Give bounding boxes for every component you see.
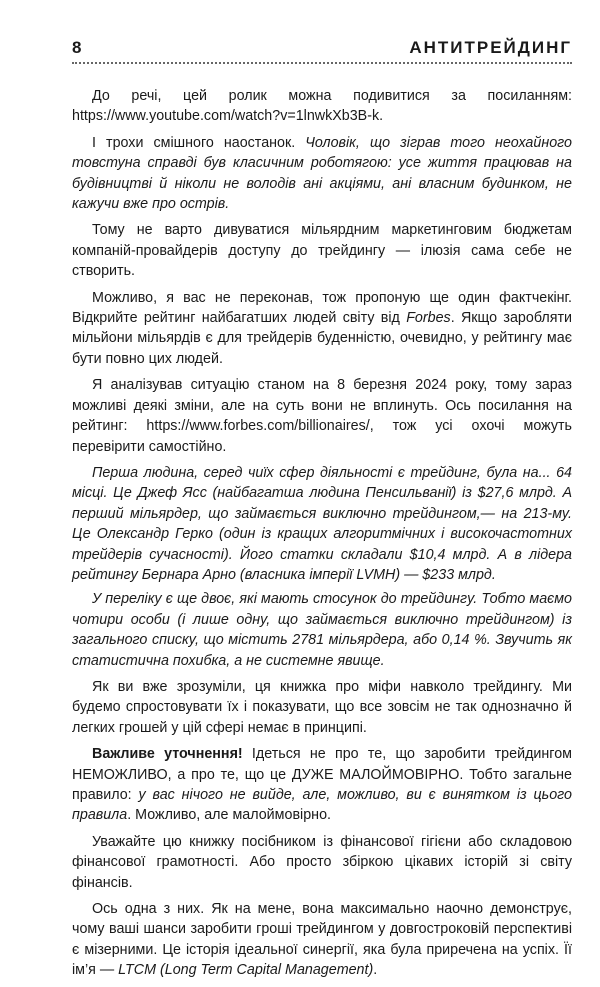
paragraph-funny-note [72,133,572,215]
paragraph-important-note [72,744,572,826]
rating-details-italic: Перша людина, серед чиїх сфер діяльності є трейдинг, була на... 64 місці. Це Джеф Ясс (найбагатша людина Пенсильванії) із $27,6 млрд. А перший мільярдер, що займається виключно трейдингом,— на 213-му. Це Олександр Герко (один із кращих алгоритмічних і високочастотних трейдерів сучасності). Його статки складали $10,4 млрд. А в лідера рейтингу Бернара Арно (власника імперії LVMH) — $233 млрд. [72,464,572,583]
factcheck-text-b: . Якщо заробляти мільйони мільярдів є для трейдерів буденністю, очевидно, у рейтингу має бути повно цих людей. [72,310,572,367]
ltcm-text-b: . [373,962,378,979]
paragraph-statistics [72,589,572,671]
paragraph-analysis-date: Я аналізував ситуацію станом на 8 березня 2024 року, тому зараз можливі деякі зміни, але на суть вони не вплинуть. Ось посилання на рейтинг: https://www.forbes.com/billionaires/, тож усі охочі можуть перевірити самостійно. [72,377,572,455]
paragraph-video-link: До речі, цей ролик можна подивитися за посиланням: https://www.youtube.com/watch?v=1lnwkXb3B-k. [72,88,572,125]
ltcm-text-a: Ось одна з них. Як на мене, вона максимально наочно демонструє, чому ваші шанси заробити гроші трейдингом у довгостроковій перспективі є мізерними. Це історія ідеальної синергії, яка була приречена на успіх. Її ім’я — [72,901,572,979]
important-note-label: Важливе уточнення! [92,746,243,763]
funny-note-lead: І трохи смішного наостанок. [92,134,306,151]
page-body [72,86,572,987]
paragraph-financial-hygiene: Уважайте цю книжку посібником із фінансової гігієни або складовою фінансової грамотності. Або просто збіркою цікавих історій зі світу фінансів. [72,833,572,891]
paragraph-factcheck [72,288,572,370]
running-title: АНТИТРЕЙДИНГ [409,38,572,57]
statistics-italic: У переліку є ще двоє, які мають стосунок до трейдингу. Тобто маємо чотири особи (і лише одну, що займається виключно трейдингом) із загального списку, що містить 2781 мільярдера, або 0,14 %. Звучить як статистична похибка, а не системне явище. [72,591,572,669]
paragraph-ltcm-intro [72,899,572,981]
paragraph-myths: Як ви вже зрозуміли, ця книжка про міфи навколо трейдингу. Ми будемо спростовувати їх і показувати, що все зовсім не так однозначно й легких грошей у цій сфері немає в принципі. [72,678,572,736]
header-divider [72,62,572,64]
page-number: 8 [72,38,82,57]
important-note-text-b: . Можливо, але малоймовірно. [127,807,331,824]
factcheck-text-a: Можливо, я вас не переконав, тож пропоную ще один фактчекінг. Відкрийте рейтинг найбагатших людей світу від [72,289,572,327]
paragraph-rating-details [72,463,572,585]
ltcm-name: LTCM (Long Term Capital Management) [118,962,374,979]
funny-note-italic: Чоловік, що зіграв того неохайного товстуна справді був класичним роботягою: усе життя працював на будівництві й ніколи не володів ані акціями, ані власним будинком, не кажучи вже про острів. [72,134,572,213]
important-note-text-a: Ідеться не про те, що заробити трейдингом НЕМОЖЛИВО, а про те, що це ДУЖЕ МАЛОЙМОВІРНО. Тобто загальне правило: [72,746,572,803]
forbes-name: Forbes [406,310,451,327]
important-note-rule: у вас нічого не вийде, але, можливо, ви є винятком із цього правила [72,787,572,824]
paragraph-marketing: Тому не варто дивуватися мільярдним маркетинговим бюджетам компаній-провайдерів доступу до трейдингу — ілюзія сама себе не створить. [72,222,572,280]
